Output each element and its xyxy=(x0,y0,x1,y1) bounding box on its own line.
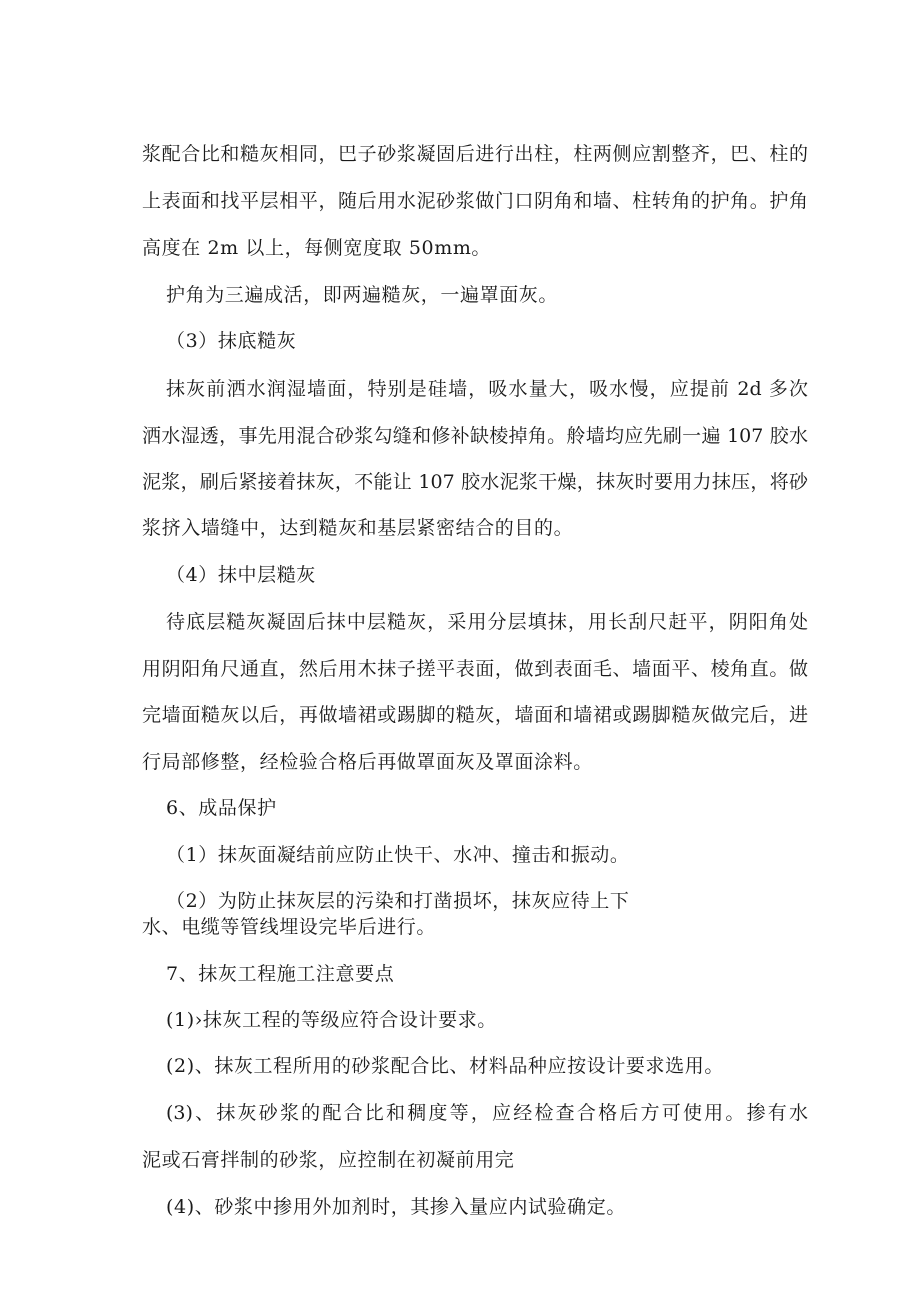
section-heading: 6、成品保护 xyxy=(166,797,277,819)
list-item: (1)›抹灰工程的等级应符合设计要求。 xyxy=(166,1009,497,1031)
paragraph-line: 抹灰前洒水润湿墙面，特别是硅墙，吸水量大，吸水慢，应提前 2d 多次 xyxy=(166,378,808,400)
list-item: (4)、砂浆中掺用外加剂时，其掺入量应内试验确定。 xyxy=(166,1196,626,1218)
paragraph-line: 待底层糙灰凝固后抹中层糙灰，采用分层填抹，用长刮尺赶平，阴阳角处 xyxy=(166,611,808,633)
paragraph-line: 泥或石膏拌制的砂浆，应控制在初凝前用完 xyxy=(142,1149,515,1171)
paragraph-line: 水、电缆等管线埋设完毕后进行。 xyxy=(142,916,437,938)
paragraph-line: 高度在 2m 以上，每侧宽度取 50mm。 xyxy=(142,237,492,259)
list-item: （1）抹灰面凝结前应防止快干、水冲、撞击和振动。 xyxy=(166,844,630,866)
paragraph-line: 洒水湿透，事先用混合砂浆勾缝和修补缺棱掉角。舲墙均应先刷一遍 107 胶水 xyxy=(142,425,808,447)
list-item: (3)、抹灰砂浆的配合比和稠度等，应经检查合格后方可使用。掺有水 xyxy=(166,1102,808,1124)
paragraph-line: 泥浆，刷后紧接着抹灰，不能让 107 胶水泥浆干燥，抹灰时要用力抹压，将砂 xyxy=(142,471,808,493)
paragraph-line: 行局部修整，经检验合格后再做罩面灰及罩面涂料。 xyxy=(142,751,593,773)
section-heading: （3）抹底糙灰 xyxy=(166,330,297,352)
paragraph-line: 护角为三遍成活，即两遍糙灰，一遍罩面灰。 xyxy=(166,284,559,306)
paragraph-line: 上表面和找平层相平，随后用水泥砂浆做门口阴角和墙、柱转角的护角。护角 xyxy=(142,190,808,212)
paragraph-line: 浆配合比和糙灰相同，巴子砂浆凝固后进行出柱，柱两侧应割整齐，巴、柱的 xyxy=(142,143,808,165)
paragraph-line: 用阴阳角尺通直，然后用木抹子搓平表面，做到表面毛、墙面平、棱角直。做 xyxy=(142,658,808,680)
section-heading: （4）抹中层糙灰 xyxy=(166,564,316,586)
list-item: (2)、抹灰工程所用的砂浆配合比、材料品种应按设计要求选用。 xyxy=(166,1055,724,1077)
list-item: （2）为防止抹灰层的污染和打凿损坏，抹灰应待上下 xyxy=(166,890,630,912)
section-heading: 7、抹灰工程施工注意要点 xyxy=(166,963,395,985)
paragraph-line: 浆挤入墙缝中，达到糙灰和基层紧密结合的目的。 xyxy=(142,517,574,539)
paragraph-line: 完墙面糙灰以后，再做墙裙或踢脚的糙灰，墙面和墙裙或踢脚糙灰做完后，进 xyxy=(142,704,808,726)
